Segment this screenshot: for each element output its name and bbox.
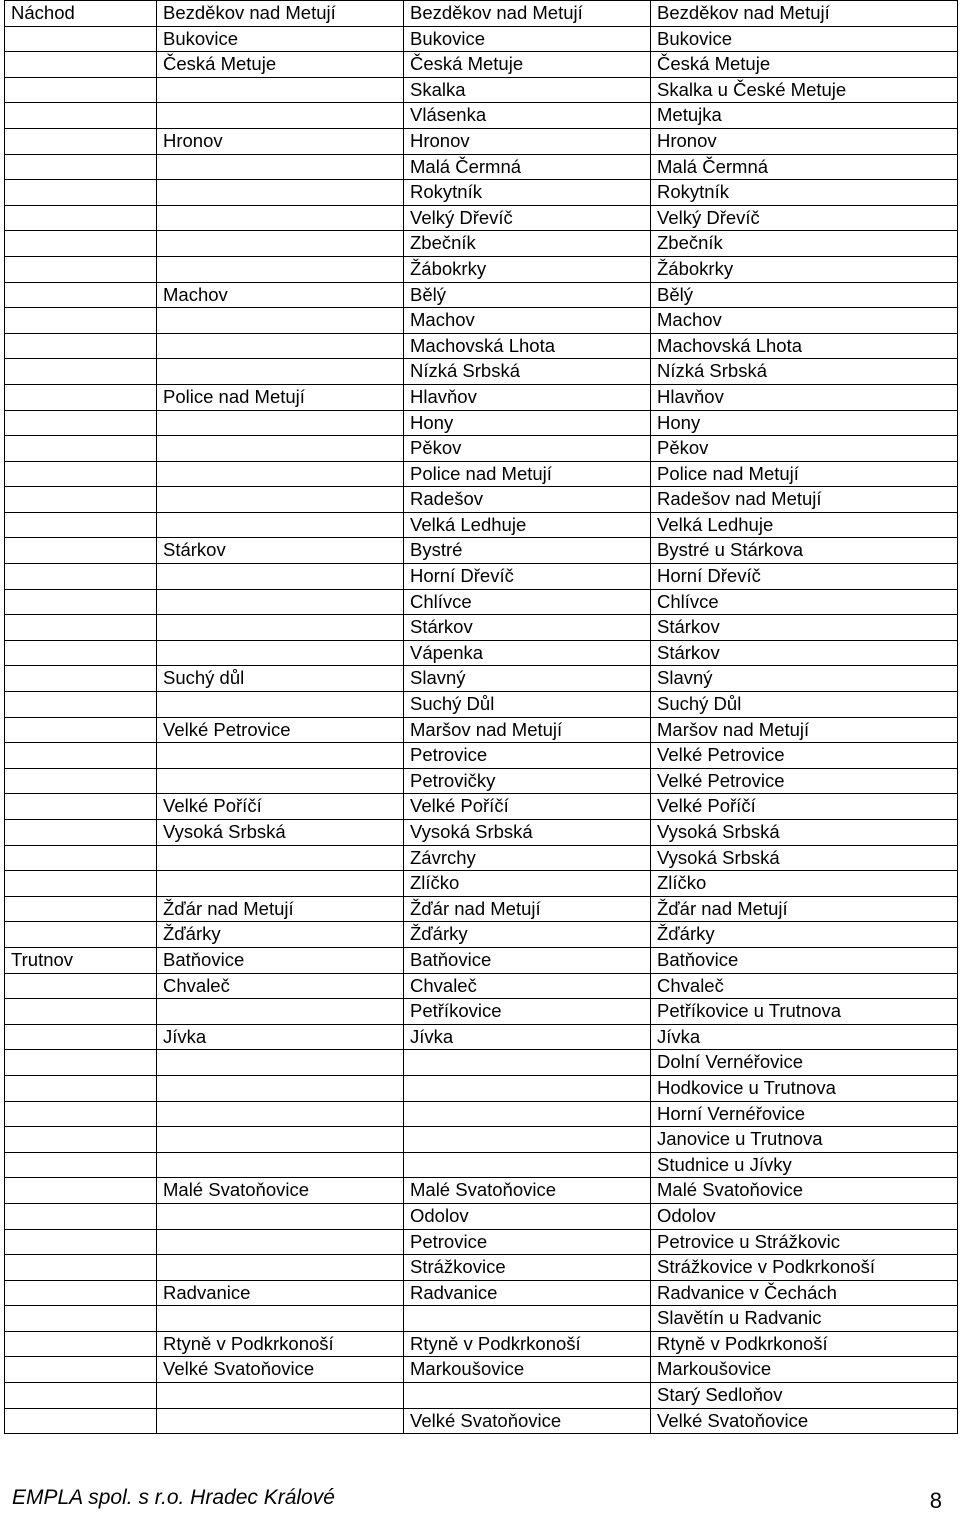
obec-cell: Bukovice (157, 26, 404, 52)
obec-cell: Malé Svatoňovice (157, 1178, 404, 1204)
cast-obce-cell (404, 1152, 651, 1178)
okres-cell (5, 743, 157, 769)
obec-cell (157, 461, 404, 487)
obec-cell (157, 564, 404, 590)
cast-obce-cell: Horní Dřevíč (404, 564, 651, 590)
okres-cell (5, 77, 157, 103)
table-row (5, 871, 958, 897)
okres-cell (5, 333, 157, 359)
table-row (5, 589, 958, 615)
okres-cell (5, 1127, 157, 1153)
obec-cell (157, 77, 404, 103)
okres-cell: Trutnov (5, 947, 157, 973)
obec-cell (157, 1101, 404, 1127)
table-row (5, 231, 958, 257)
okres-cell (5, 1101, 157, 1127)
table-body (5, 1, 958, 1434)
okres-cell (5, 384, 157, 410)
cast-obce-cell (404, 1101, 651, 1127)
cast-obce-cell: Rtyně v Podkrkonoší (404, 1331, 651, 1357)
obec-cell (157, 103, 404, 129)
katastralni-uzemi-cell: Radvanice v Čechách (651, 1280, 958, 1306)
okres-cell (5, 973, 157, 999)
okres-cell (5, 359, 157, 385)
table-row (5, 1408, 958, 1434)
municipality-table (4, 0, 958, 1434)
okres-cell (5, 461, 157, 487)
obec-cell (157, 1383, 404, 1409)
obec-cell: Batňovice (157, 947, 404, 973)
cast-obce-cell: Vápenka (404, 640, 651, 666)
cast-obce-cell: Pěkov (404, 436, 651, 462)
cast-obce-cell: Velká Ledhuje (404, 512, 651, 538)
table-row (5, 1203, 958, 1229)
cast-obce-cell: Malá Čermná (404, 154, 651, 180)
table-row (5, 77, 958, 103)
katastralni-uzemi-cell: Slavětín u Radvanic (651, 1306, 958, 1332)
cast-obce-cell: Petříkovice (404, 999, 651, 1025)
okres-cell (5, 487, 157, 513)
okres-cell (5, 256, 157, 282)
okres-cell (5, 589, 157, 615)
okres-cell (5, 180, 157, 206)
katastralni-uzemi-cell: Velké Poříčí (651, 794, 958, 820)
okres-cell (5, 1152, 157, 1178)
katastralni-uzemi-cell: Maršov nad Metují (651, 717, 958, 743)
cast-obce-cell: Bukovice (404, 26, 651, 52)
table-row (5, 743, 958, 769)
katastralni-uzemi-cell: Žďárky (651, 922, 958, 948)
okres-cell (5, 154, 157, 180)
katastralni-uzemi-cell: Hodkovice u Trutnova (651, 1075, 958, 1101)
okres-cell (5, 1255, 157, 1281)
katastralni-uzemi-cell: Pěkov (651, 436, 958, 462)
cast-obce-cell: Batňovice (404, 947, 651, 973)
obec-cell: Jívka (157, 1024, 404, 1050)
obec-cell (157, 871, 404, 897)
obec-cell (157, 743, 404, 769)
cast-obce-cell: Žďárky (404, 922, 651, 948)
table-row (5, 359, 958, 385)
katastralni-uzemi-cell: Hony (651, 410, 958, 436)
table-row (5, 461, 958, 487)
cast-obce-cell: Hronov (404, 128, 651, 154)
okres-cell (5, 640, 157, 666)
obec-cell: Vysoká Srbská (157, 820, 404, 846)
katastralni-uzemi-cell: Slavný (651, 666, 958, 692)
footer-company: EMPLA spol. s r.o. Hradec Králové (12, 1486, 335, 1509)
cast-obce-cell: Odolov (404, 1203, 651, 1229)
katastralni-uzemi-cell: Bělý (651, 282, 958, 308)
katastralni-uzemi-cell: Malé Svatoňovice (651, 1178, 958, 1204)
cast-obce-cell: Zbečník (404, 231, 651, 257)
katastralni-uzemi-cell: Strážkovice v Podkrkonoší (651, 1255, 958, 1281)
obec-cell (157, 1408, 404, 1434)
okres-cell (5, 1357, 157, 1383)
cast-obce-cell: Jívka (404, 1024, 651, 1050)
katastralni-uzemi-cell: Radešov nad Metují (651, 487, 958, 513)
okres-cell (5, 845, 157, 871)
okres-cell (5, 205, 157, 231)
okres-cell (5, 1306, 157, 1332)
okres-cell (5, 308, 157, 334)
katastralni-uzemi-cell: Dolní Vernéřovice (651, 1050, 958, 1076)
obec-cell: Velké Petrovice (157, 717, 404, 743)
table-row (5, 1280, 958, 1306)
obec-cell (157, 999, 404, 1025)
table-row (5, 794, 958, 820)
table-row (5, 692, 958, 718)
table-row (5, 154, 958, 180)
obec-cell: Chvaleč (157, 973, 404, 999)
obec-cell (157, 1075, 404, 1101)
okres-cell (5, 922, 157, 948)
table-row (5, 717, 958, 743)
table-row (5, 103, 958, 129)
table-row (5, 308, 958, 334)
obec-cell (157, 333, 404, 359)
obec-cell (157, 256, 404, 282)
table-row (5, 922, 958, 948)
okres-cell (5, 52, 157, 78)
okres-cell (5, 1203, 157, 1229)
cast-obce-cell: Petrovice (404, 743, 651, 769)
okres-cell (5, 1383, 157, 1409)
cast-obce-cell: Machovská Lhota (404, 333, 651, 359)
katastralni-uzemi-cell: Metujka (651, 103, 958, 129)
obec-cell (157, 589, 404, 615)
katastralni-uzemi-cell: Zbečník (651, 231, 958, 257)
okres-cell (5, 231, 157, 257)
katastralni-uzemi-cell: Velké Petrovice (651, 768, 958, 794)
obec-cell: Žďár nad Metují (157, 896, 404, 922)
katastralni-uzemi-cell: Jívka (651, 1024, 958, 1050)
cast-obce-cell: Suchý Důl (404, 692, 651, 718)
cast-obce-cell: Malé Svatoňovice (404, 1178, 651, 1204)
okres-cell (5, 564, 157, 590)
cast-obce-cell: Zlíčko (404, 871, 651, 897)
obec-cell (157, 845, 404, 871)
cast-obce-cell: Chlívce (404, 589, 651, 615)
table-row (5, 410, 958, 436)
cast-obce-cell: Stárkov (404, 615, 651, 641)
katastralni-uzemi-cell: Žďár nad Metují (651, 896, 958, 922)
cast-obce-cell: Bělý (404, 282, 651, 308)
table-row (5, 282, 958, 308)
table-row (5, 845, 958, 871)
katastralni-uzemi-cell: Machovská Lhota (651, 333, 958, 359)
katastralni-uzemi-cell: Petříkovice u Trutnova (651, 999, 958, 1025)
okres-cell (5, 1050, 157, 1076)
katastralni-uzemi-cell: Hronov (651, 128, 958, 154)
obec-cell (157, 1255, 404, 1281)
obec-cell (157, 359, 404, 385)
cast-obce-cell: Nízká Srbská (404, 359, 651, 385)
obec-cell (157, 615, 404, 641)
katastralni-uzemi-cell: Velký Dřevíč (651, 205, 958, 231)
table-row (5, 487, 958, 513)
table-row (5, 512, 958, 538)
table-row (5, 128, 958, 154)
cast-obce-cell: Vlásenka (404, 103, 651, 129)
okres-cell (5, 410, 157, 436)
katastralni-uzemi-cell: Odolov (651, 1203, 958, 1229)
katastralni-uzemi-cell: Machov (651, 308, 958, 334)
cast-obce-cell: Velký Dřevíč (404, 205, 651, 231)
obec-cell (157, 154, 404, 180)
obec-cell: Rtyně v Podkrkonoší (157, 1331, 404, 1357)
okres-cell (5, 615, 157, 641)
table-row (5, 564, 958, 590)
obec-cell (157, 180, 404, 206)
cast-obce-cell: Žábokrky (404, 256, 651, 282)
okres-cell (5, 820, 157, 846)
cast-obce-cell: Petrovice (404, 1229, 651, 1255)
obec-cell: Velké Poříčí (157, 794, 404, 820)
table-row (5, 538, 958, 564)
katastralni-uzemi-cell: Janovice u Trutnova (651, 1127, 958, 1153)
obec-cell (157, 487, 404, 513)
cast-obce-cell: Hony (404, 410, 651, 436)
table-row (5, 256, 958, 282)
obec-cell: Suchý důl (157, 666, 404, 692)
table-row (5, 1152, 958, 1178)
cast-obce-cell (404, 1306, 651, 1332)
obec-cell: Stárkov (157, 538, 404, 564)
okres-cell (5, 794, 157, 820)
obec-cell: Machov (157, 282, 404, 308)
obec-cell: Žďárky (157, 922, 404, 948)
cast-obce-cell: Skalka (404, 77, 651, 103)
okres-cell (5, 1331, 157, 1357)
obec-cell (157, 1152, 404, 1178)
obec-cell (157, 410, 404, 436)
obec-cell: Hronov (157, 128, 404, 154)
obec-cell (157, 436, 404, 462)
table-row (5, 666, 958, 692)
obec-cell (157, 231, 404, 257)
obec-cell (157, 1229, 404, 1255)
katastralni-uzemi-cell: Žábokrky (651, 256, 958, 282)
cast-obce-cell: Chvaleč (404, 973, 651, 999)
cast-obce-cell: Velké Poříčí (404, 794, 651, 820)
table-row (5, 180, 958, 206)
table-row (5, 384, 958, 410)
katastralni-uzemi-cell: Nízká Srbská (651, 359, 958, 385)
cast-obce-cell: Česká Metuje (404, 52, 651, 78)
okres-cell (5, 717, 157, 743)
table-row (5, 947, 958, 973)
obec-cell (157, 512, 404, 538)
okres-cell (5, 666, 157, 692)
katastralni-uzemi-cell: Stárkov (651, 615, 958, 641)
obec-cell: Police nad Metují (157, 384, 404, 410)
okres-cell (5, 871, 157, 897)
okres-cell (5, 1408, 157, 1434)
obec-cell: Bezděkov nad Metují (157, 1, 404, 27)
table-row (5, 1229, 958, 1255)
okres-cell (5, 103, 157, 129)
table-row (5, 999, 958, 1025)
cast-obce-cell: Markoušovice (404, 1357, 651, 1383)
cast-obce-cell (404, 1075, 651, 1101)
katastralni-uzemi-cell: Suchý Důl (651, 692, 958, 718)
cast-obce-cell: Závrchy (404, 845, 651, 871)
obec-cell (157, 692, 404, 718)
table-row (5, 820, 958, 846)
table-row (5, 768, 958, 794)
okres-cell (5, 692, 157, 718)
table-row (5, 333, 958, 359)
katastralni-uzemi-cell: Bystré u Stárkova (651, 538, 958, 564)
table-row (5, 1075, 958, 1101)
okres-cell (5, 538, 157, 564)
okres-cell (5, 1229, 157, 1255)
cast-obce-cell: Žďár nad Metují (404, 896, 651, 922)
okres-cell (5, 768, 157, 794)
cast-obce-cell (404, 1127, 651, 1153)
okres-cell (5, 896, 157, 922)
katastralni-uzemi-cell: Rtyně v Podkrkonoší (651, 1331, 958, 1357)
table-row (5, 52, 958, 78)
cast-obce-cell: Slavný (404, 666, 651, 692)
table-row (5, 1383, 958, 1409)
katastralni-uzemi-cell: Chvaleč (651, 973, 958, 999)
cast-obce-cell: Strážkovice (404, 1255, 651, 1281)
okres-cell (5, 999, 157, 1025)
katastralni-uzemi-cell: Studnice u Jívky (651, 1152, 958, 1178)
table-row (5, 1255, 958, 1281)
table-row (5, 1, 958, 27)
table-row (5, 973, 958, 999)
katastralni-uzemi-cell: Bukovice (651, 26, 958, 52)
katastralni-uzemi-cell: Chlívce (651, 589, 958, 615)
page-number: 8 (929, 1488, 942, 1513)
cast-obce-cell: Petrovičky (404, 768, 651, 794)
okres-cell (5, 436, 157, 462)
okres-cell (5, 1178, 157, 1204)
katastralni-uzemi-cell: Česká Metuje (651, 52, 958, 78)
okres-cell (5, 1024, 157, 1050)
okres-cell (5, 128, 157, 154)
obec-cell (157, 205, 404, 231)
obec-cell (157, 308, 404, 334)
obec-cell (157, 640, 404, 666)
okres-cell (5, 1075, 157, 1101)
katastralni-uzemi-cell: Velká Ledhuje (651, 512, 958, 538)
table-row (5, 615, 958, 641)
obec-cell (157, 1203, 404, 1229)
table-row (5, 26, 958, 52)
cast-obce-cell: Rokytník (404, 180, 651, 206)
table-row (5, 1050, 958, 1076)
katastralni-uzemi-cell: Bezděkov nad Metují (651, 1, 958, 27)
table-row (5, 436, 958, 462)
cast-obce-cell: Bystré (404, 538, 651, 564)
cast-obce-cell: Vysoká Srbská (404, 820, 651, 846)
katastralni-uzemi-cell: Zlíčko (651, 871, 958, 897)
obec-cell (157, 1306, 404, 1332)
table-row (5, 1306, 958, 1332)
katastralni-uzemi-cell: Vysoká Srbská (651, 820, 958, 846)
okres-cell (5, 26, 157, 52)
okres-cell (5, 512, 157, 538)
okres-cell (5, 1280, 157, 1306)
obec-cell: Česká Metuje (157, 52, 404, 78)
katastralni-uzemi-cell: Vysoká Srbská (651, 845, 958, 871)
table-row (5, 1331, 958, 1357)
obec-cell (157, 1050, 404, 1076)
katastralni-uzemi-cell: Hlavňov (651, 384, 958, 410)
katastralni-uzemi-cell: Malá Čermná (651, 154, 958, 180)
table-row (5, 1127, 958, 1153)
obec-cell (157, 768, 404, 794)
table-row (5, 1178, 958, 1204)
cast-obce-cell (404, 1050, 651, 1076)
obec-cell: Velké Svatoňovice (157, 1357, 404, 1383)
table-row (5, 1024, 958, 1050)
cast-obce-cell: Machov (404, 308, 651, 334)
katastralni-uzemi-cell: Starý Sedloňov (651, 1383, 958, 1409)
cast-obce-cell: Hlavňov (404, 384, 651, 410)
katastralni-uzemi-cell: Velké Svatoňovice (651, 1408, 958, 1434)
katastralni-uzemi-cell: Horní Dřevíč (651, 564, 958, 590)
okres-cell (5, 282, 157, 308)
katastralni-uzemi-cell: Police nad Metují (651, 461, 958, 487)
obec-cell (157, 1127, 404, 1153)
cast-obce-cell: Radvanice (404, 1280, 651, 1306)
obec-cell: Radvanice (157, 1280, 404, 1306)
cast-obce-cell (404, 1383, 651, 1409)
cast-obce-cell: Velké Svatoňovice (404, 1408, 651, 1434)
cast-obce-cell: Maršov nad Metují (404, 717, 651, 743)
cast-obce-cell: Bezděkov nad Metují (404, 1, 651, 27)
katastralni-uzemi-cell: Markoušovice (651, 1357, 958, 1383)
table-row (5, 896, 958, 922)
table-row (5, 640, 958, 666)
table-row (5, 1357, 958, 1383)
table-row (5, 205, 958, 231)
katastralni-uzemi-cell: Batňovice (651, 947, 958, 973)
katastralni-uzemi-cell: Velké Petrovice (651, 743, 958, 769)
cast-obce-cell: Police nad Metují (404, 461, 651, 487)
katastralni-uzemi-cell: Horní Vernéřovice (651, 1101, 958, 1127)
katastralni-uzemi-cell: Rokytník (651, 180, 958, 206)
katastralni-uzemi-cell: Stárkov (651, 640, 958, 666)
katastralni-uzemi-cell: Skalka u České Metuje (651, 77, 958, 103)
okres-cell: Náchod (5, 1, 157, 27)
cast-obce-cell: Radešov (404, 487, 651, 513)
table-row (5, 1101, 958, 1127)
katastralni-uzemi-cell: Petrovice u Strážkovic (651, 1229, 958, 1255)
